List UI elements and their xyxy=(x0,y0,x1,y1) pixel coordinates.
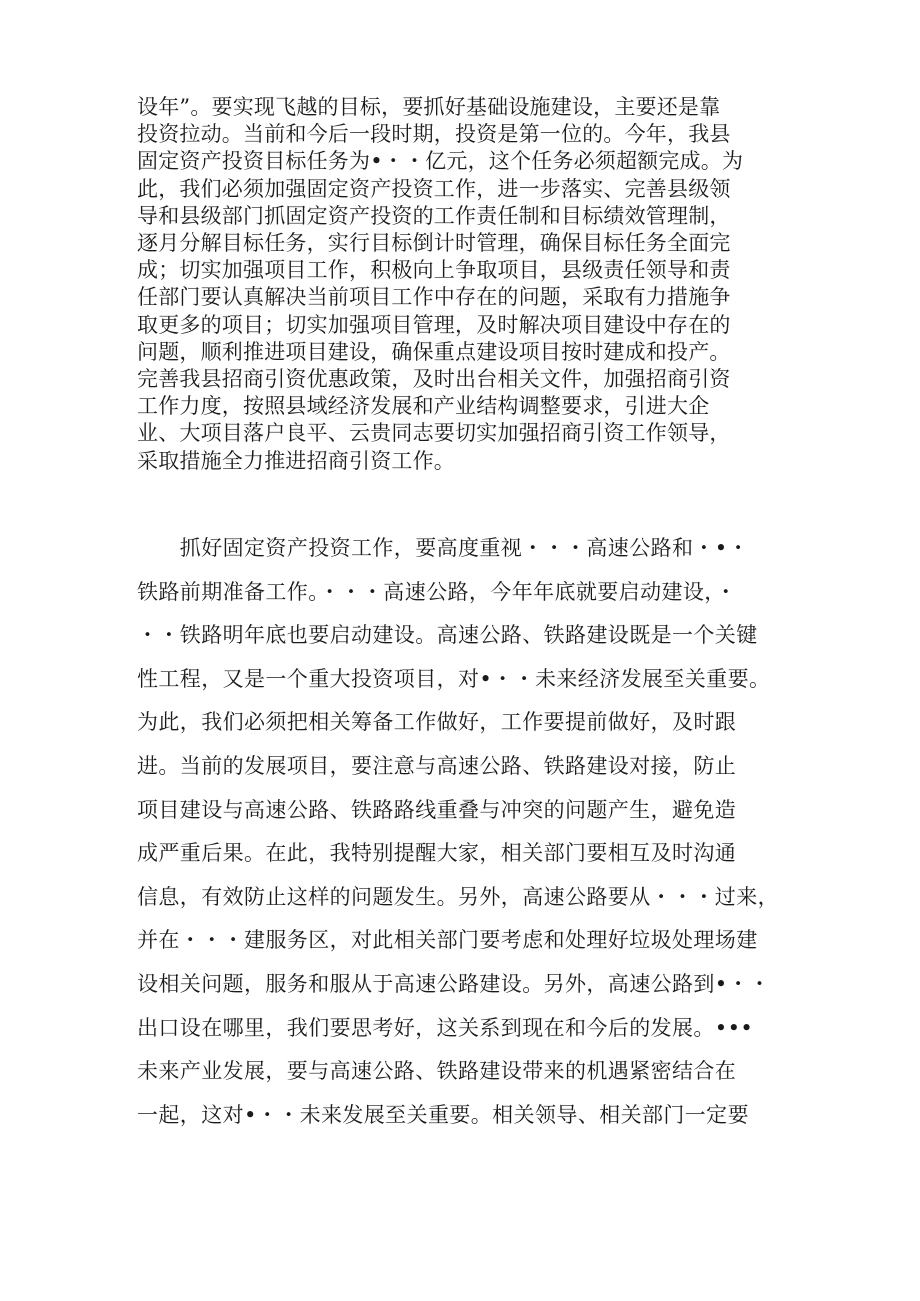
text-line: 完善我县招商引资优惠政策，及时出台相关文件，加强招商引资 xyxy=(137,367,731,392)
text-line: 一起，这对•・・未来发展至关重要。相关领导、相关部门一定要 xyxy=(137,1102,749,1127)
text-line: 采取措施全力推进招商引资工作。 xyxy=(137,448,455,473)
text-line: 工作力度，按照县域经济发展和产业结构调整要求，引进大企 xyxy=(137,394,710,419)
text-line: 设相关问题，服务和服从于高速公路建设。另外，高速公路到•・・ xyxy=(137,971,771,996)
text-line: 业、大项目落户良平、云贵同志要切实加强招商引资工作领导， xyxy=(137,421,731,446)
text-line: 取更多的项目；切实加强项目管理，及时解决项目建设中存在的 xyxy=(137,312,731,337)
text-line: ・・铁路明年底也要启动建设。高速公路、铁路建设既是一个关键 xyxy=(137,623,758,648)
text-line: 并在・・・建服务区，对此相关部门要考虑和处理好垃圾处理场建 xyxy=(137,928,758,953)
paragraph-investment-targets xyxy=(137,94,797,475)
text-line: 固定资产投资目标任务为•・・亿元，这个任务必须超额完成。为 xyxy=(137,149,744,174)
text-line: 逐月分解目标任务，实行目标倒计时管理，确保目标任务全面完 xyxy=(137,231,731,256)
text-line: 设年”。要实现飞越的目标，要抓好基础设施建设，主要还是靠 xyxy=(137,95,721,119)
text-line: 项目建设与高速公路、铁路路线重叠与冲突的问题产生，避免造 xyxy=(137,797,737,822)
text-line: 未来产业发展，要与高速公路、铁路建设带来的机遇紧密结合在 xyxy=(137,1059,737,1084)
text-line: 此，我们必须加强固定资产投资工作，进一步落实、完善县级领 xyxy=(137,176,731,201)
text-line: 铁路前期准备工作。・・・高速公路，今年年底就要启动建设，・ xyxy=(137,579,737,604)
text-line: 进。当前的发展项目，要注意与高速公路、铁路建设对接，防止 xyxy=(137,753,737,778)
text-line: 抓好固定资产投资工作，要高度重视・・・高速公路和・•・ xyxy=(137,536,749,560)
text-line: 信息，有效防止这样的问题发生。另外，高速公路要从・・・过来， xyxy=(137,884,779,909)
text-line: 为此，我们必须把相关筹备工作做好，工作要提前做好，及时跟 xyxy=(137,710,737,735)
text-line: 出口设在哪里，我们要思考好，这关系到现在和今后的发展。••• xyxy=(137,1015,754,1040)
text-line: 成；切实加强项目工作，积极向上争取项目，县级责任领导和责 xyxy=(137,258,731,283)
text-line: 投资拉动。当前和今后一段时期，投资是第一位的。今年，我县 xyxy=(137,122,731,147)
paragraph-highway-railway xyxy=(137,527,797,1137)
text-line: 导和县级部门抓固定资产投资的工作责任制和目标绩效管理制， xyxy=(137,203,731,228)
text-line: 任部门要认真解决当前项目工作中存在的问题，采取有力措施争 xyxy=(137,285,731,310)
text-line: 成严重后果。在此，我特别提醒大家，相关部门要相互及时沟通 xyxy=(137,841,737,866)
text-line: 问题，顺利推进项目建设，确保重点建设项目按时建成和投产。 xyxy=(137,339,731,364)
text-line: 性工程，又是一个重大投资项目，对•・・未来经济发展至关重要。 xyxy=(137,666,771,691)
